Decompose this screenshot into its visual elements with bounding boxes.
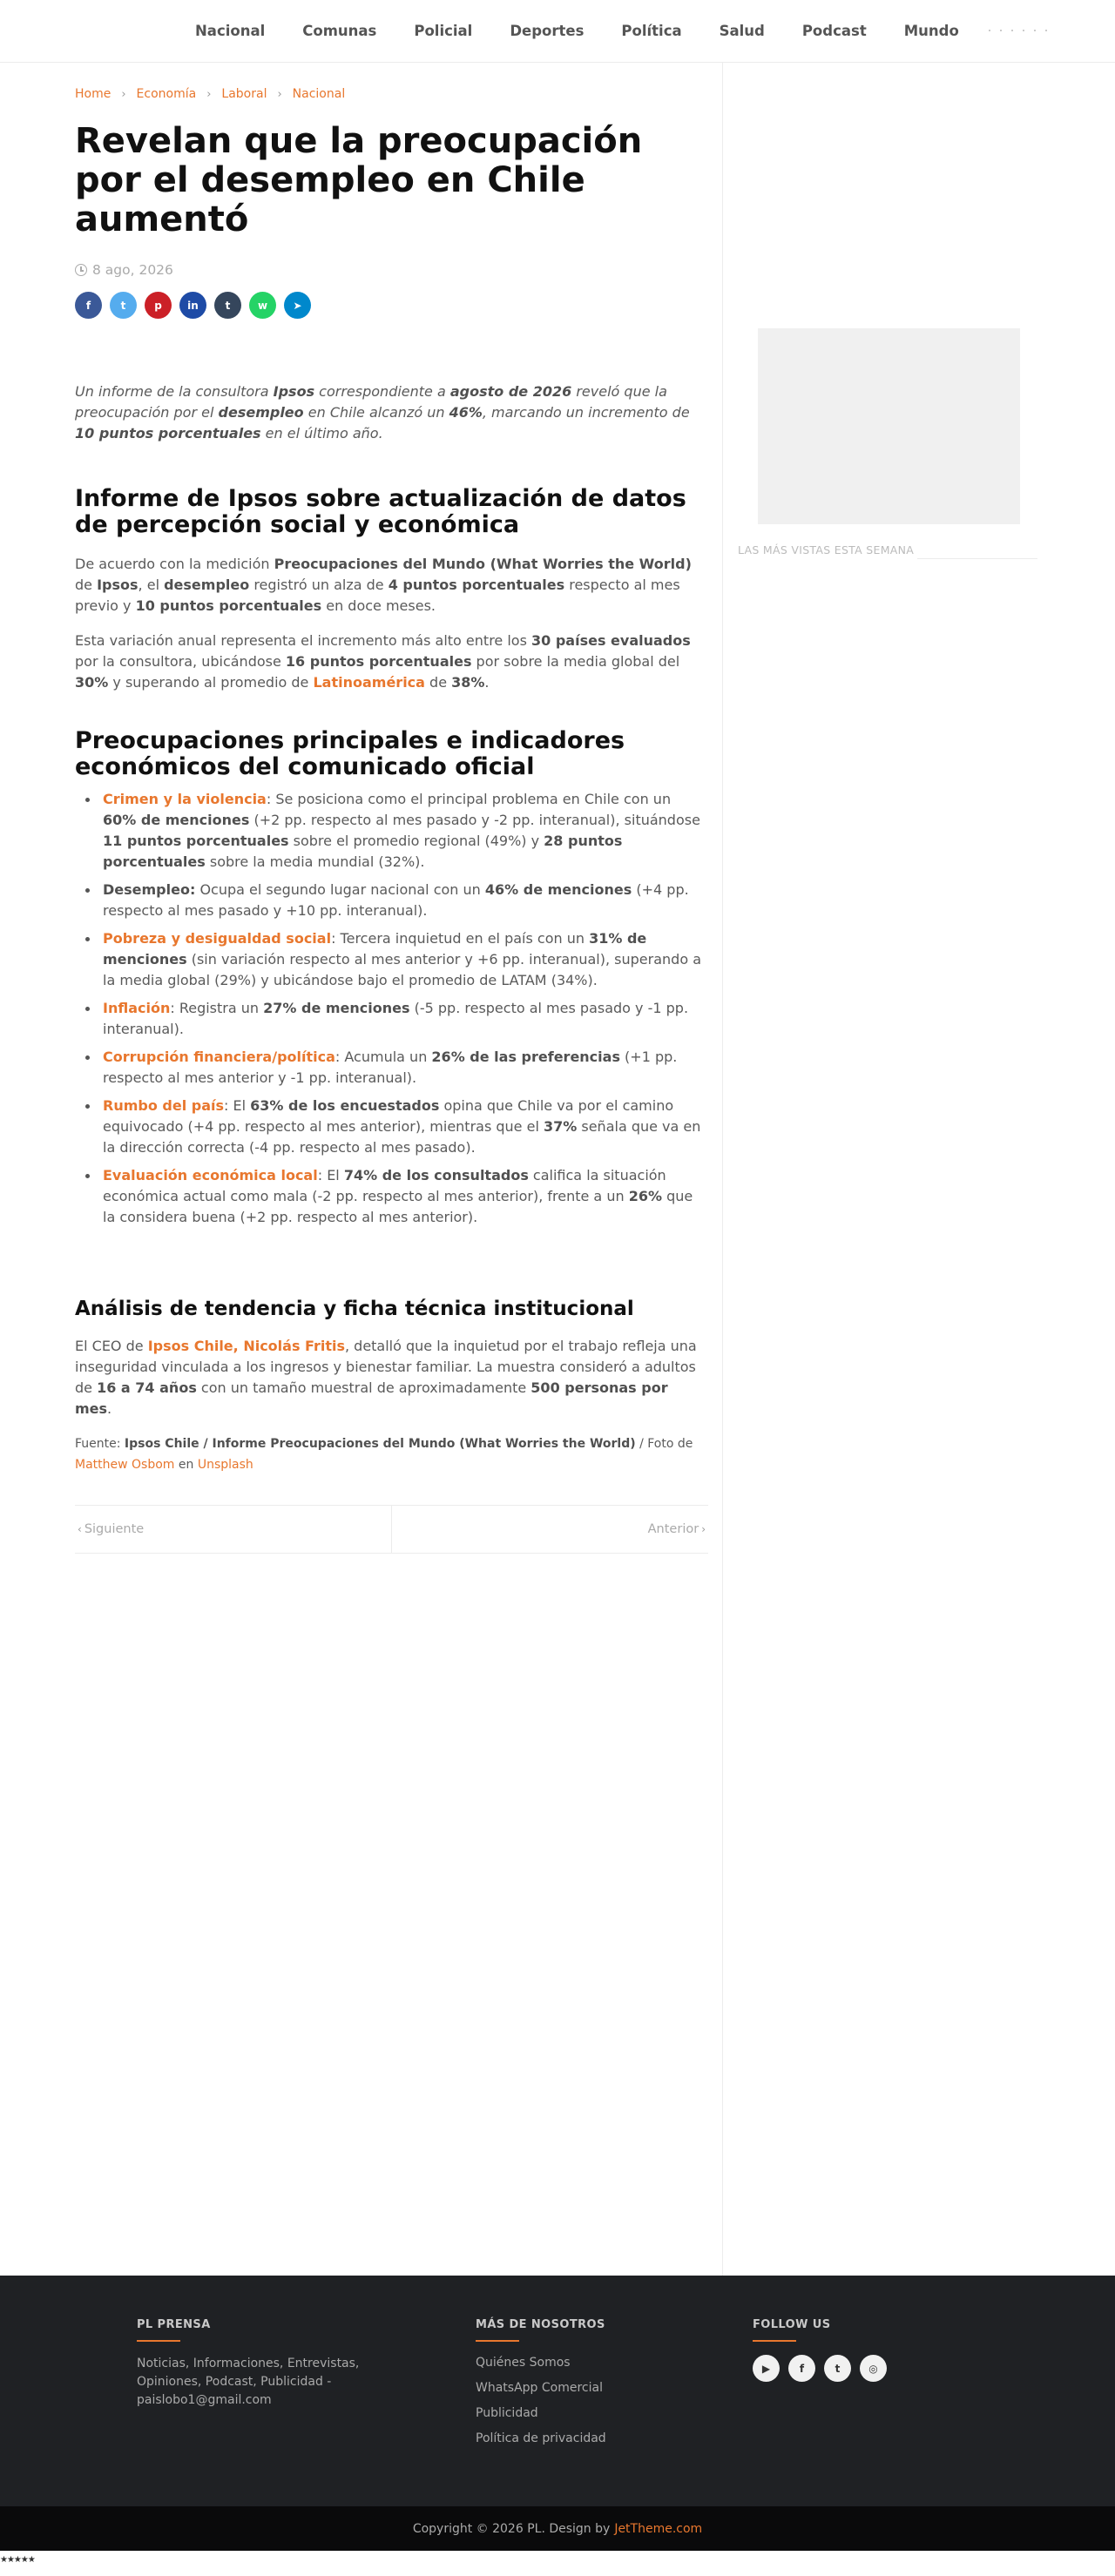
list-item: Rumbo del país: El 63% de los encuestados opina que Chile va por el camino equivocado (+4 pp. respecto al mes anterior), mientras que el 37% señala que va en la dirección correcta (-4 pp. respecto al mes pasado).: [103, 1096, 707, 1158]
footer-title: MÁS DE NOSOTROS: [476, 2318, 605, 2331]
nav-item-policial[interactable]: Policial: [414, 22, 473, 39]
breadcrumb-laboral[interactable]: Laboral: [221, 87, 267, 101]
footer: [0, 2276, 1115, 2506]
list-item-link[interactable]: Rumbo del país: [103, 1097, 225, 1114]
footer-title: FOLLOW US: [753, 2318, 831, 2331]
post-date: 8 ago, 2026: [92, 262, 173, 278]
nicolas-fritis-link[interactable]: Nicolás Fritis: [243, 1338, 345, 1354]
chevron-right-icon: ›: [206, 87, 212, 101]
footer-link-publicidad[interactable]: Publicidad: [476, 2406, 538, 2420]
post-meta: [75, 262, 707, 278]
photographer-link[interactable]: Matthew Osbom: [75, 1458, 175, 1472]
list-item: Corrupción financiera/política: Acumula un 26% de las preferencias (+1 pp. respecto al mes anterior y -1 pp. interanual).: [103, 1047, 707, 1089]
breadcrumb-home[interactable]: Home: [75, 87, 112, 101]
section-heading-analisis: Análisis de tendencia y ficha técnica institucional: [75, 1298, 634, 1320]
footer-title-bar: [137, 2340, 180, 2342]
breadcrumb-economia[interactable]: Economía: [136, 87, 197, 101]
chevron-right-icon: ›: [701, 1523, 706, 1535]
twitter-icon[interactable]: t: [824, 2355, 851, 2382]
footer-title: PL PRENSA: [137, 2318, 211, 2331]
sidebar-widget-title: LAS MÁS VISTAS ESTA SEMANA: [738, 543, 915, 556]
nav-item-politica[interactable]: Política: [621, 22, 682, 39]
list-item: Evaluación económica local: El 74% de los consultados califica la situación económica actual como mala (-2 pp. respecto al mes anterior), frente a un 26% que la considera buena (+2 pp. respecto al mes anterior).: [103, 1165, 707, 1228]
nav-item-podcast[interactable]: Podcast: [801, 22, 867, 39]
list-item-link[interactable]: Inflación: [103, 1000, 171, 1016]
post-navigation: [75, 1505, 708, 1554]
pinterest-share-button[interactable]: p: [145, 292, 172, 319]
sidebar-divider: [722, 63, 723, 2276]
nav-list: [195, 0, 1047, 61]
sidebar-ad-placeholder: [758, 328, 1020, 524]
footer-title-bar: [753, 2340, 796, 2342]
footer-title-bar: [476, 2340, 519, 2342]
clock-icon: [75, 264, 87, 276]
concerns-list: [75, 789, 707, 1228]
paragraph-3: El CEO de Ipsos Chile, Nicolás Fritis, detalló que la inquietud por el trabajo refleja una inseguridad vinculada a los ingresos y bienestar familiar. La muestra consideró a adultos de 16 a 74 años con un tamaño muestral de aproximadamente 500 personas por mes.: [75, 1338, 697, 1417]
list-item: Inflación: Registra un 27% de menciones (-5 pp. respecto al mes pasado y -1 pp. interanual).: [103, 998, 707, 1040]
telegram-share-button[interactable]: ➤: [284, 292, 311, 319]
article-body: [75, 381, 707, 1475]
section-heading-informe: Informe de Ipsos sobre actualización de datos de percepción social y económica: [75, 485, 686, 538]
latinoamerica-link[interactable]: Latinoamérica: [313, 674, 425, 691]
chevron-left-icon: ‹: [78, 1523, 82, 1535]
list-item-link[interactable]: Crimen y la violencia: [103, 791, 267, 807]
copyright-bar: [0, 2506, 1115, 2551]
social-links: [753, 2355, 927, 2382]
nav-item-mundo[interactable]: Mundo: [903, 22, 959, 39]
nav-item-nacional[interactable]: Nacional: [195, 22, 266, 39]
footer-col-social: [753, 2318, 927, 2382]
facebook-icon[interactable]: f: [788, 2355, 815, 2382]
paragraph-1: De acuerdo con la medición Preocupaciones del Mundo (What Worries the World) de Ipsos, el desempleo registró un alza de 4 puntos porcentuales respecto al mes previo y 10 puntos porcentuales en doce meses.: [75, 556, 692, 614]
page-title: Revelan que la preocupación por el desempleo en Chile aumentó: [75, 121, 643, 239]
nav-item-salud[interactable]: Salud: [719, 22, 765, 39]
section-heading-preocupaciones: Preocupaciones principales e indicadores económicos del comunicado oficial: [75, 727, 625, 780]
previous-post-link[interactable]: Anterior ›: [647, 1522, 706, 1536]
ipsos-chile-link[interactable]: Ipsos Chile: [147, 1338, 233, 1354]
twitter-share-button[interactable]: t: [110, 292, 137, 319]
list-item-link[interactable]: Corrupción financiera/política: [103, 1049, 335, 1065]
instagram-icon[interactable]: ◎: [860, 2355, 887, 2382]
footer-col-links: [476, 2318, 667, 2456]
paragraph-2: Esta variación anual representa el incremento más alto entre los 30 países evaluados por la consultora, ubicándose 16 puntos porcentuales por sobre la media global del 30% y superando al promedio de Latinoamérica de 38%.: [75, 632, 691, 691]
main-content: [75, 63, 707, 1536]
footer-link-privacidad[interactable]: Política de privacidad: [476, 2431, 606, 2445]
rating-stars: ★★★★★: [0, 2555, 35, 2565]
article-intro: Un informe de la consultora Ipsos correspondiente a agosto de 2026 reveló que la preocupación por el desempleo en Chile alcanzó un 46%, marcando un incremento de 10 puntos porcentuales en el último año.: [75, 383, 690, 442]
breadcrumb-nacional[interactable]: Nacional: [292, 87, 346, 101]
footer-link-quienes-somos[interactable]: Quiénes Somos: [476, 2356, 571, 2370]
nav-item-deportes[interactable]: Deportes: [510, 22, 585, 39]
nav-more-dots[interactable]: [989, 30, 1047, 31]
list-item-link[interactable]: Evaluación económica local: [103, 1167, 318, 1183]
list-item: Desempleo: Ocupa el segundo lugar nacional con un 46% de menciones (+4 pp. respecto al mes pasado y +10 pp. interanual).: [103, 880, 707, 921]
source-credit: Fuente: Ipsos Chile / Informe Preocupaciones del Mundo (What Worries the World) / Foto de Matthew Osbom en Unsplash: [75, 1437, 693, 1472]
tumblr-share-button[interactable]: t: [214, 292, 241, 319]
breadcrumb: [75, 85, 707, 103]
youtube-icon[interactable]: ▶: [753, 2355, 780, 2382]
list-item: Pobreza y desigualdad social: Tercera inquietud en el país con un 31% de menciones (sin variación respecto al mes anterior y +6 pp. interanual), superando a la media global (29%) y ubicándose bajo el promedio de LATAM (34%).: [103, 928, 707, 991]
linkedin-share-button[interactable]: in: [179, 292, 206, 319]
footer-col-about: [137, 2318, 398, 2410]
next-post-link[interactable]: ‹ Siguiente: [75, 1506, 392, 1553]
copyright-text: Copyright © 2026 PL. Design by: [412, 2521, 611, 2536]
footer-link-whatsapp[interactable]: WhatsApp Comercial: [476, 2381, 603, 2395]
sidebar-title-rule: [917, 558, 1037, 559]
facebook-share-button[interactable]: f: [75, 292, 102, 319]
nav-item-comunas[interactable]: Comunas: [302, 22, 377, 39]
chevron-right-icon: ›: [121, 87, 126, 101]
top-navigation: [0, 0, 1115, 63]
unsplash-link[interactable]: Unsplash: [197, 1458, 253, 1472]
jettheme-link[interactable]: JetTheme.com: [614, 2521, 703, 2536]
share-buttons: [75, 292, 707, 319]
list-item-link[interactable]: Pobreza y desigualdad social: [103, 930, 332, 947]
footer-about-text: Noticias, Informaciones, Entrevistas, Opiniones, Podcast, Publicidad - paislobo1@gmail.com: [137, 2357, 360, 2407]
whatsapp-share-button[interactable]: w: [249, 292, 276, 319]
chevron-right-icon: ›: [277, 87, 282, 101]
list-item: Crimen y la violencia: Se posiciona como el principal problema en Chile con un 60% de menciones (+2 pp. respecto al mes pasado y -2 pp. interanual), situándose 11 puntos porcentuales sobre el promedio regional (49%) y 28 puntos porcentuales sobre la media mundial (32%).: [103, 789, 707, 873]
